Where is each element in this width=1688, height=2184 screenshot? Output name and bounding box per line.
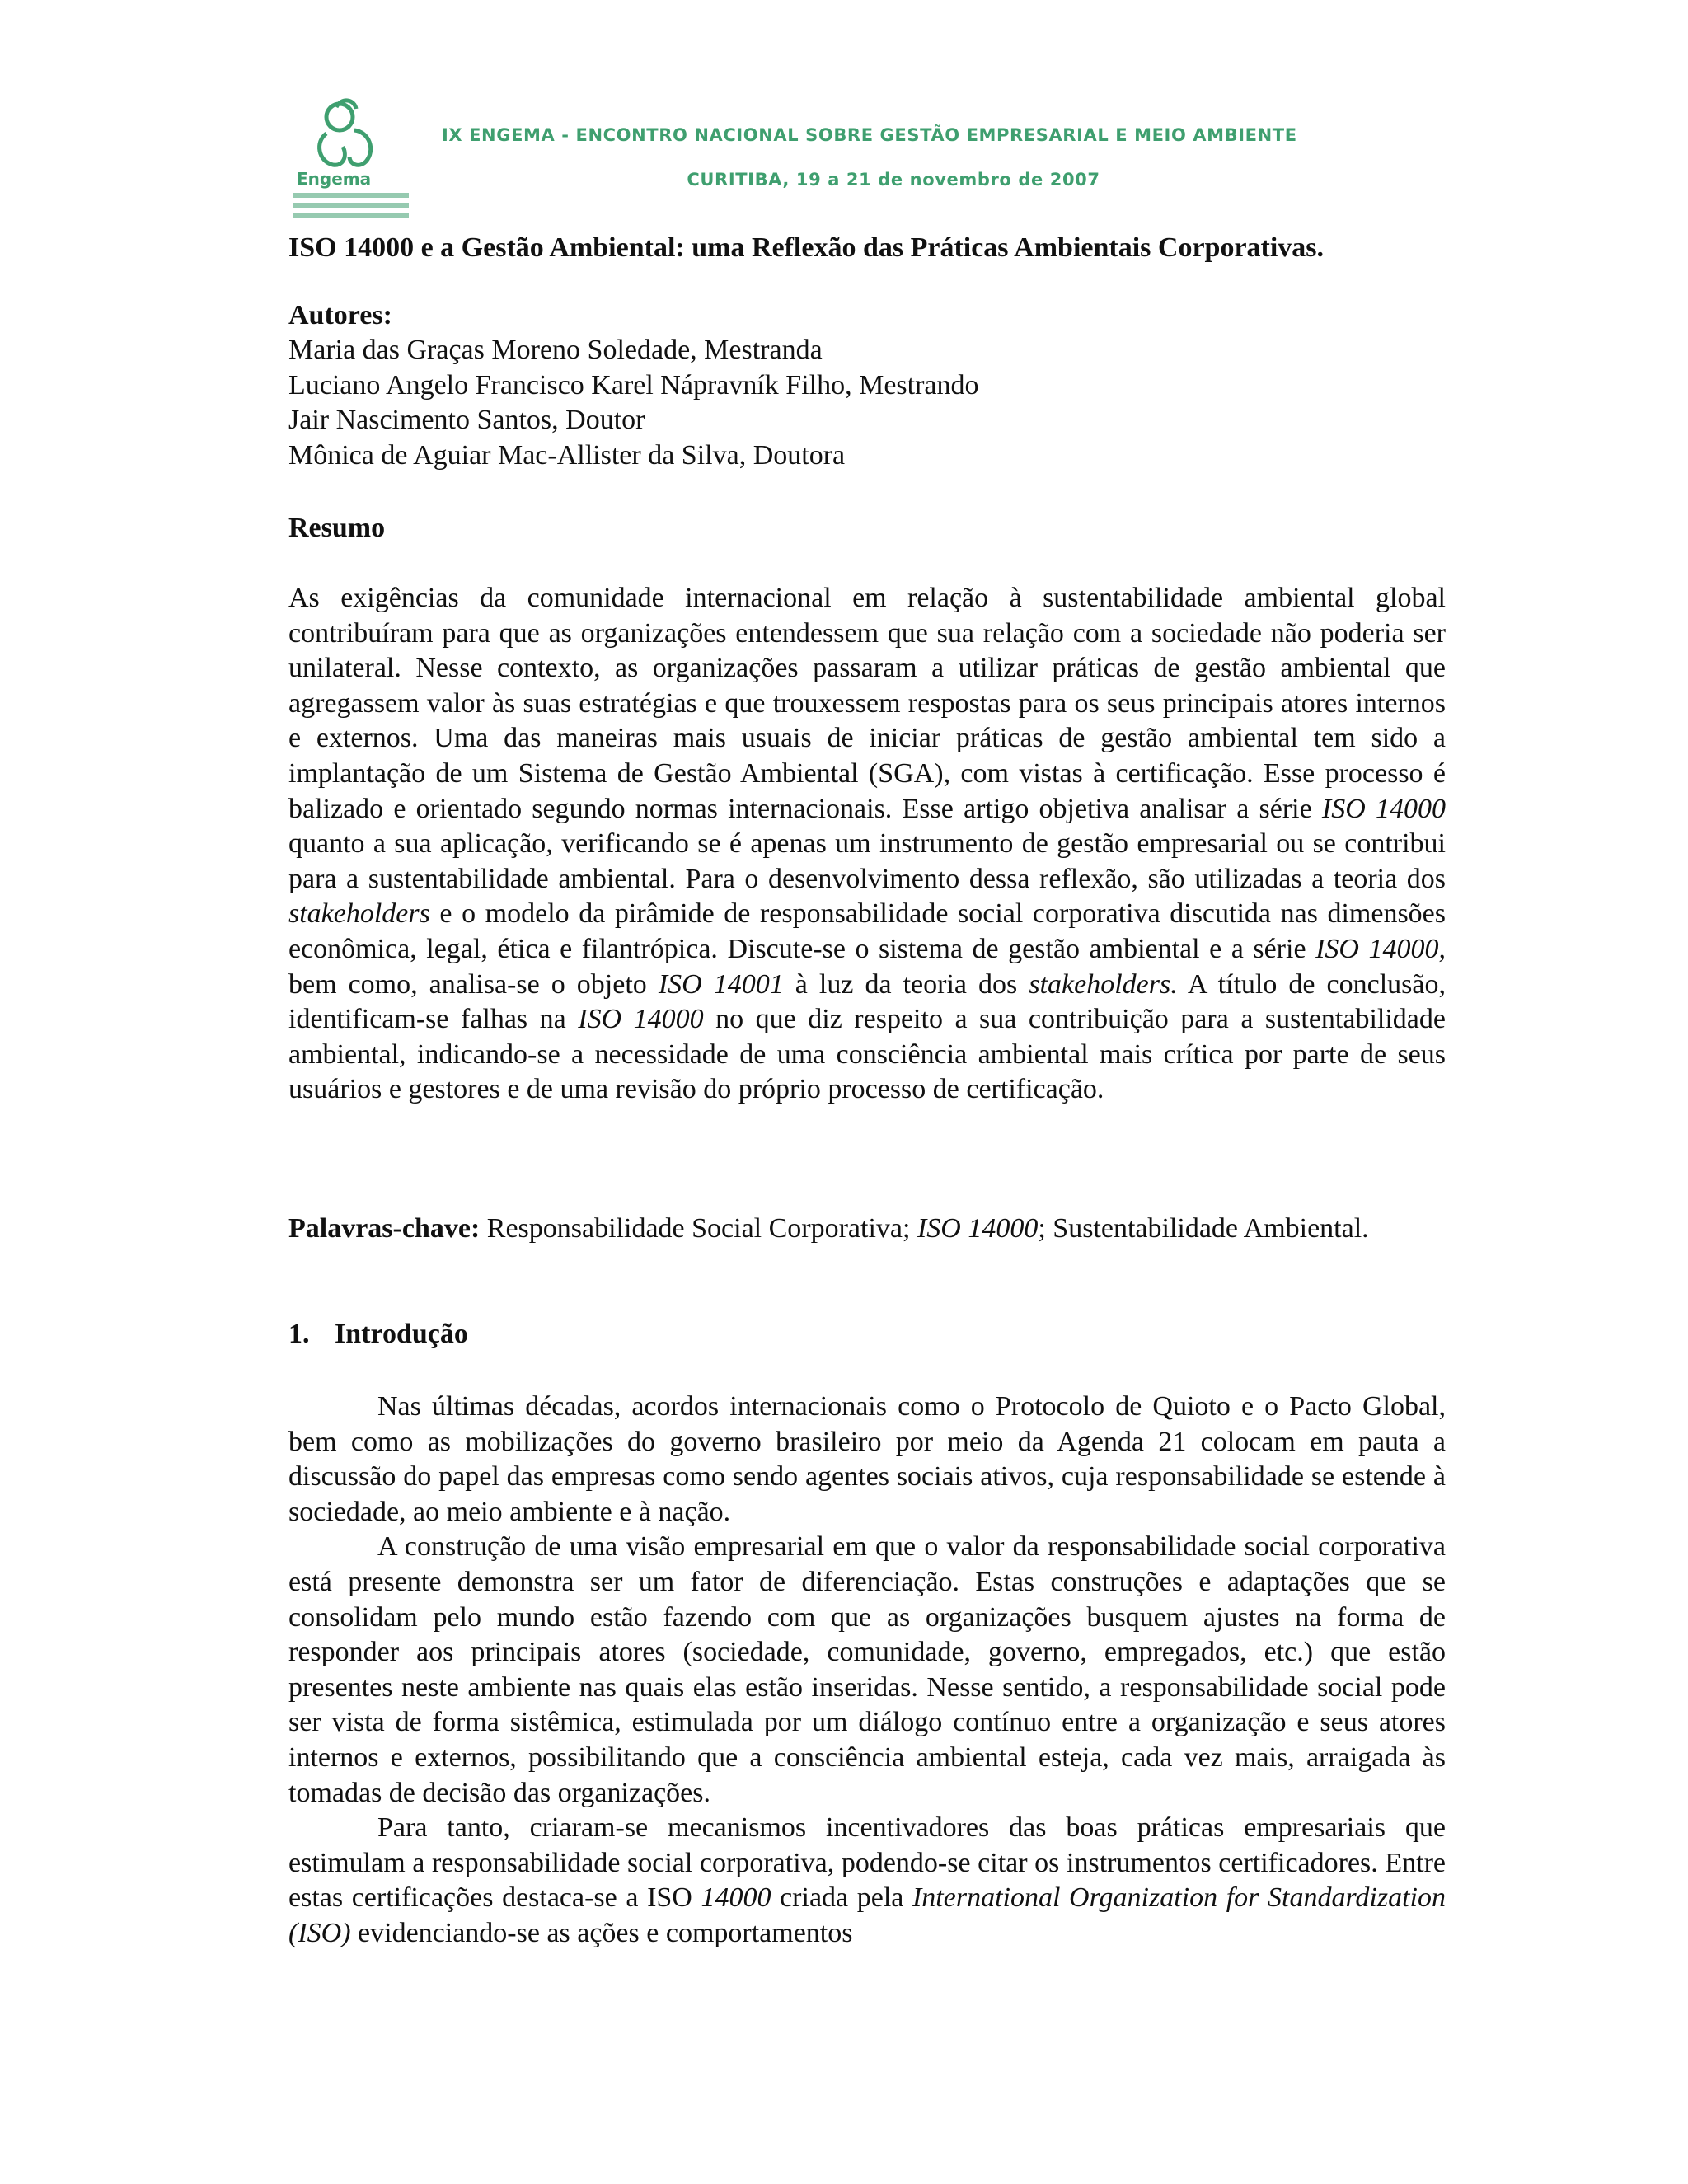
paragraph (288, 1811, 1446, 1951)
abstract-text: quanto a sua aplicação, verificando se é apenas um instrumento de gestão empresarial ou se contribui para a sustentabilidade ambiental. Para o desenvolvimento dessa reflexão, são utilizadas a teoria dos (288, 828, 1446, 894)
paper-title: ISO 14000 e a Gestão Ambiental: uma Reflexão das Práticas Ambientais Corporativas. (288, 232, 1325, 263)
abstract-italic: ISO 14000, (1315, 933, 1446, 964)
engema-logo (290, 92, 414, 224)
keywords-italic: ISO 14000 (917, 1213, 1039, 1244)
abstract-text: e o modelo da pirâmide de responsabilidade social corporativa discutida nas dimensões econômica, legal, ética e filantrópica. Discute-se o sistema de gestão ambiental e a série (288, 898, 1446, 964)
author-item: Mônica de Aguiar Mac-Allister da Silva, Doutora (288, 439, 846, 471)
abstract-italic: stakeholders (288, 898, 430, 930)
abstract-text: à luz da teoria dos (783, 968, 1029, 1000)
abstract-italic: ISO 14000 (1321, 793, 1446, 824)
keywords (288, 1212, 1446, 1247)
abstract-italic: ISO 14000 (578, 1004, 704, 1035)
author-item: Luciano Angelo Francisco Karel Nápravník Filho, Mestrando (288, 369, 979, 401)
paragraph-italic: 14000 (701, 1882, 771, 1914)
abstract-text: As exigências da comunidade internacional em relação à sustentabilidade ambiental global contribuíram para que as organizações entendessem que sua relação com a sociedade não poderia ser unilateral. Nesse contexto, as organizações passaram a utilizar práticas de gestão ambiental que agregassem valor às suas estratégias e que trouxessem respostas para os seus principais atores internos e externos. Uma das maneiras mais usuais de iniciar práticas de gestão ambiental tem sido a implantação de um Sistema de Gestão Ambiental (SGA), com vistas à certificação. Esse processo é balizado e orientado segundo normas internacionais. Esse artigo objetiva analisar a série (288, 583, 1446, 824)
keywords-text: ; Sustentabilidade Ambiental. (1038, 1213, 1369, 1244)
authors-list (288, 333, 1446, 473)
section-number: 1. (288, 1319, 310, 1349)
paragraph-italic: International Organization for Standardization (ISO) (288, 1882, 1447, 1948)
abstract-body (288, 581, 1446, 1108)
paragraph-text: evidenciando-se as ações e comportamentos (350, 1917, 853, 1948)
paragraph-text: criada pela (771, 1882, 912, 1914)
paragraph: Nas últimas décadas, acordos internacionais como o Protocolo de Quioto e o Pacto Global, bem como as mobilizações do governo brasileiro por meio da Agenda 21 colocam em pauta a discussão do papel das empresas como sendo agentes sociais ativos, cuja responsabilidade se estende à sociedade, ao meio ambiente e à nação. (288, 1391, 1446, 1527)
section-heading-introduction (288, 1317, 1446, 1352)
paragraph: A construção de uma visão empresarial em que o valor da responsabilidade social corporativa está presente demonstra ser um fator de diferenciação. Estas construções e adaptações que se consolidam pelo mundo estão fazendo com que as organizações busquem ajustes na forma de responder aos principais atores (sociedade, comunidade, governo, empregados, etc.) que estão presentes neste ambiente nas quais elas estão inseridas. Nesse sentido, a responsabilidade social pode ser vista de forma sistêmica, estimulada por um diálogo contínuo entre a organização e seus atores internos e externos, possibilitando que a consciência ambiental esteja, cada vez mais, arraigada às tomadas de decisão das organizações. (288, 1531, 1446, 1808)
author-item: Jair Nascimento Santos, Doutor (288, 405, 645, 436)
abstract-text: no que diz respeito a sua contribuição para a sustentabilidade ambiental, indicando-se a necessidade de uma consciência ambiental mais crítica por parte de seus usuários e gestores e de uma revisão do próprio processo de certificação. (288, 1004, 1446, 1105)
engema-logo-icon (290, 92, 414, 224)
abstract-italic: stakeholders. (1029, 968, 1178, 1000)
abstract-text: bem como, analisa-se o objeto (288, 968, 659, 1000)
introduction-body (288, 1390, 1446, 1952)
abstract-italic: ISO 14001 (658, 968, 784, 1000)
svg-text:Engema: Engema (297, 169, 372, 189)
keywords-text: Responsabilidade Social Corporativa; (480, 1213, 917, 1244)
event-header-line: IX ENGEMA - ENCONTRO NACIONAL SOBRE GESTÃO EMPRESARIAL E MEIO AMBIENTE (442, 125, 1297, 145)
author-item: Maria das Graças Moreno Soledade, Mestranda (288, 335, 823, 365)
paragraph-text: Para tanto, criaram-se mecanismos incentivadores das boas práticas empresariais que estimulam a responsabilidade social corporativa, podendo-se citar os instrumentos certificadores. Entre estas certificações destaca-se a ISO (288, 1812, 1446, 1914)
keywords-label: Palavras-chave: (288, 1213, 481, 1244)
section-title: Introdução (335, 1319, 468, 1349)
event-place-date: CURITIBA, 19 a 21 de novembro de 2007 (687, 170, 1100, 190)
abstract-heading: Resumo (288, 513, 386, 543)
abstract-text: A título de conclusão, identificam-se falhas na (288, 968, 1446, 1035)
authors-heading: Autores: (288, 300, 392, 330)
